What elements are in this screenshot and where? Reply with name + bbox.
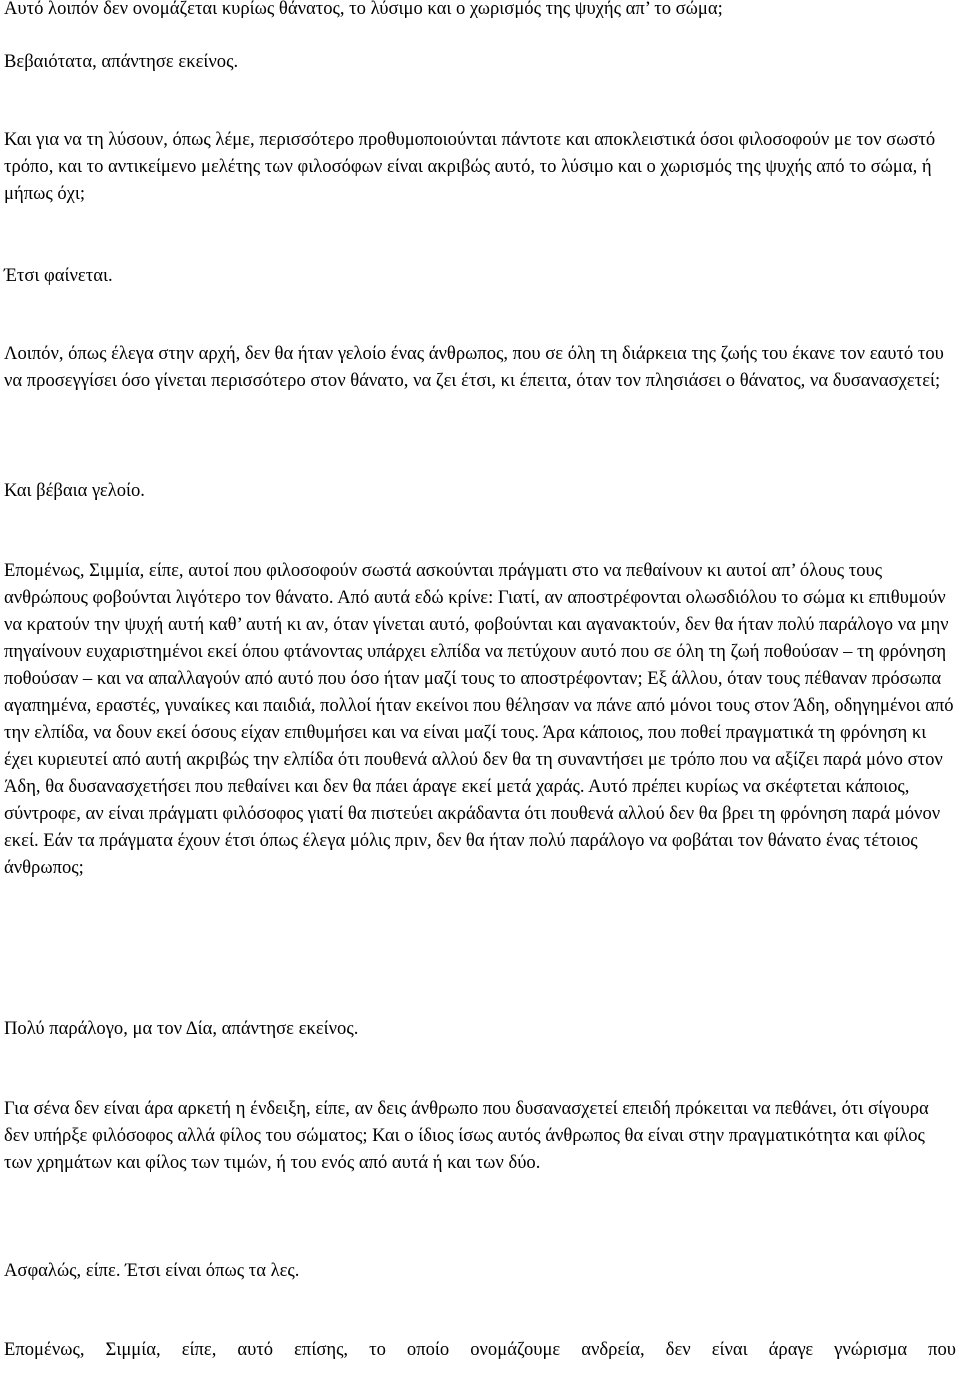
paragraph-1: Αυτό λοιπόν δεν ονομάζεται κυρίως θάνατος, το λύσιμο και ο χωρισμός της ψυχής απ’ το σώμα; xyxy=(4,0,723,19)
paragraph-5: Λοιπόν, όπως έλεγα στην αρχή, δεν θα ήταν γελοίο ένας άνθρωπος, που σε όλη τη διάρκεια της ζωής του έκανε τον εαυτό του να προσεγγίσει όσο γίνεται περισσότερο στον θάνατο, να ζει έτσι, κι έπειτα, όταν τον πλησιάσει ο θάνατος, να δυσανασχετεί; xyxy=(4,343,944,391)
paragraph-10: Ασφαλώς, είπε. Έτσι είναι όπως τα λες. xyxy=(4,1260,300,1281)
paragraph-4: Έτσι φαίνεται. xyxy=(4,265,113,286)
paragraph-9: Για σένα δεν είναι άρα αρκετή η ένδειξη, είπε, αν δεις άνθρωπο που δυσανασχετεί επειδή πρόκειται να πεθάνει, ότι σίγουρα δεν υπήρξε φιλόσοφος αλλά φίλος του σώματος; Και ο ίδιος ίσως αυτός άνθρωπος θα είναι στην πραγματικότητα και φίλος των χρημάτων και φίλος των τιμών, ή του ενός από αυτά ή και των δύο. xyxy=(4,1098,929,1173)
paragraph-8: Πολύ παράλογο, μα τον Δία, απάντησε εκείνος. xyxy=(4,1018,359,1039)
paragraph-2: Βεβαιότατα, απάντησε εκείνος. xyxy=(4,51,239,72)
paragraph-7: Επομένως, Σιμμία, είπε, αυτοί που φιλοσοφούν σωστά ασκούνται πράγματι στο να πεθαίνουν κι αυτοί απ’ όλους τους ανθρώπους φοβούνται λιγότερο τον θάνατο. Από αυτά εδώ κρίνε: Γιατί, αν αποστρέφονται ολωσδιόλου το σώμα κι επιθυμούν να κρατούν την ψυχή αυτή καθ’ αυτή κι αν, όταν γίνεται αυτό, φοβούνται και αγανακτούν, δεν θα ήταν πολύ παράλογο να μην πηγαίνουν ευχαριστημένοι εκεί όπου φτάνοντας υπάρχει ελπίδα να πετύχουν αυτό που σε όλη τη ζωή ποθούσαν – τη φρόνηση ποθούσαν – και να απαλλαγούν από αυτό που όσο ήταν μαζί τους το αποστρέφονταν; Εξ άλλου, όταν τους πέθαναν πρόσωπα αγαπημένα, εραστές, γυναίκες και παιδιά, πολλοί ήταν εκείνοι που θέλησαν να πάνε από μόνοι τους στον Άδη, οδηγημένοι από την ελπίδα, να δουν εκεί όσους είχαν επιθυμήσει και να είναι μαζί τους. Άρα κάποιος, που ποθεί πραγματικά τη φρόνηση κι έχει κυριευτεί από αυτή ακριβώς την ελπίδα ότι πουθενά αλλού δεν θα τη συναντήσει με τρόπο που να αξίζει παρά μόνο στον Άδη, θα δυσανασχετήσει που πεθαίνει και δεν θα πάει άραγε εκεί μετά χαράς. Αυτό πρέπει κυρίως να σκέφτεται κάποιος, σύντροφε, αν είναι πράγματι φιλόσοφος γιατί θα πιστεύει ακράδαντα ότι πουθενά αλλού δεν θα βρει τη φρόνηση παρά μόνον εκεί. Εάν τα πράγματα έχουν έτσι όπως έλεγα μόλις πριν, δεν θα ήταν πολύ παράλογο να φοβάται τον θάνατο ένας τέτοιος άνθρωπος; xyxy=(4,560,954,878)
paragraph-3: Και για να τη λύσουν, όπως λέμε, περισσότερο προθυμοποιούνται πάντοτε και αποκλειστικά όσοι φιλοσοφούν με τον σωστό τρόπο, και το αντικείμενο μελέτης των φιλοσόφων είναι ακριβώς αυτό, το λύσιμο και ο χωρισμός της ψυχής από το σώμα, ή μήπως όχι; xyxy=(4,129,936,204)
paragraph-6: Και βέβαια γελοίο. xyxy=(4,480,145,501)
paragraph-11: Επομένως, Σιμμία, είπε, αυτό επίσης, το οποίο ονομάζουμε ανδρεία, δεν είναι άραγε γνώρισμα που xyxy=(4,1339,956,1360)
